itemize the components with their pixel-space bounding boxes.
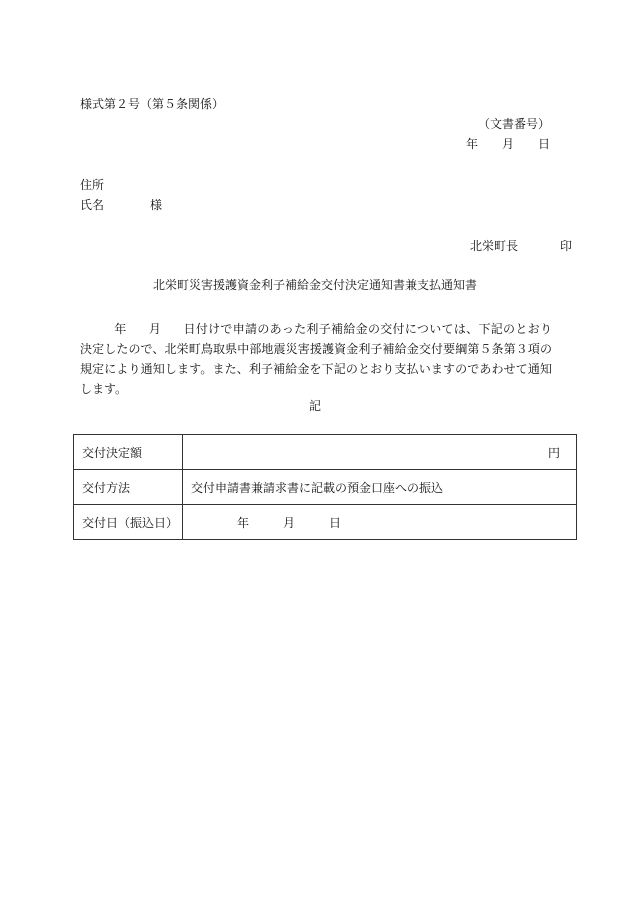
- body-month: 月: [148, 322, 162, 336]
- grant-amount-unit: 円: [547, 445, 560, 460]
- body-text: 日付けで申請のあった利子補給金の交付については、下記のとおり決定したので、北栄町鳥取県中部地震災害援護資金利子補給金交付要綱第５条第３項の規定により通知します。また、利子補給金を下記のとおり支払いますのであわせて通知します。: [80, 322, 552, 396]
- issue-date: [466, 138, 550, 150]
- document-number: （文書番号）: [477, 117, 550, 131]
- payment-date-day: 日: [329, 515, 342, 530]
- body-paragraph: [80, 319, 552, 399]
- payment-date-label: 交付日（振込日）: [74, 505, 183, 540]
- issuer-title: 北栄町長: [469, 239, 518, 253]
- recipient-honorific: 様: [150, 198, 163, 212]
- grant-amount-label: 交付決定額: [74, 435, 183, 470]
- ki-heading: 記: [308, 399, 321, 413]
- form-number: 様式第２号（第５条関係）: [80, 97, 225, 111]
- issuer-seal: 印: [559, 239, 572, 253]
- issue-date-year: 年: [465, 137, 478, 151]
- issuer: [470, 240, 572, 252]
- document-title: 北栄町災害援護資金利子補給金交付決定通知書兼支払通知書: [152, 278, 477, 292]
- table-row: [74, 435, 577, 470]
- body-year: 年: [114, 322, 127, 336]
- grant-info-table: [73, 434, 577, 540]
- recipient-name-line: [80, 199, 162, 211]
- recipient-address-label: 住所: [80, 178, 105, 192]
- grant-amount-value: [183, 435, 577, 470]
- payment-date-value: [183, 505, 577, 540]
- recipient-name-label: 氏名: [80, 198, 105, 212]
- payment-date-year: 年: [237, 515, 250, 530]
- payment-method-label: 交付方法: [74, 470, 183, 505]
- issue-date-month: 月: [501, 137, 514, 151]
- table-row: [74, 470, 577, 505]
- payment-date-month: 月: [283, 515, 296, 530]
- payment-method-value: 交付申請書兼請求書に記載の預金口座への振込: [183, 470, 577, 505]
- issue-date-day: 日: [537, 137, 550, 151]
- table-row: [74, 505, 577, 540]
